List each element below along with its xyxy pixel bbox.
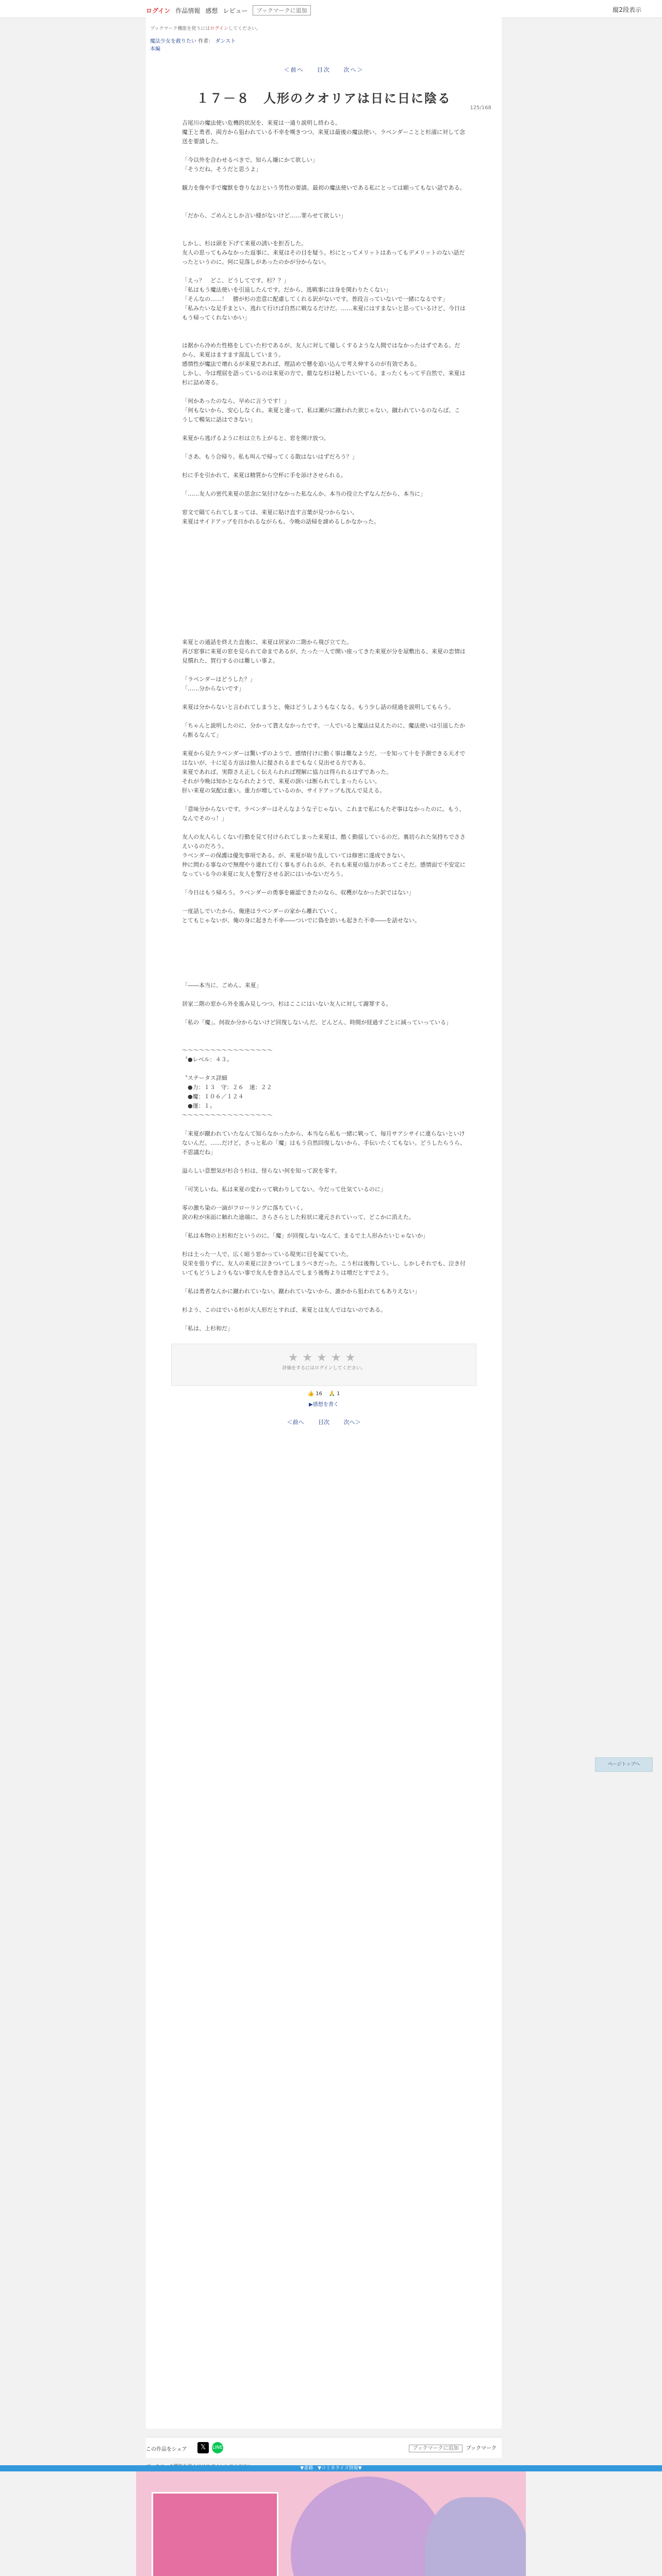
body-paragraph: 来夏との通話を終えた直後に、来夏は居家の二階から飛び立てた。	[182, 639, 352, 646]
bookmark-select[interactable]: ブックマークに追加	[253, 5, 310, 15]
body-paragraph: 来夏であれば、実際さえ正しく伝えられれば理解に協力は得られるはずであった。	[182, 769, 392, 775]
body-paragraph: ラベンダーの保護は優先事項である。が、来夏が取り乱していては修密に遂成できない。	[182, 852, 409, 859]
body-paragraph: 窓文で隔てられてしまっては、来夏に貼け直す言葉が見つからない。	[182, 509, 358, 516]
body-paragraph: 〜〜〜〜〜〜〜〜〜〜〜〜〜〜〜〜	[182, 1047, 273, 1054]
body-paragraph	[182, 174, 466, 183]
nav-item-review[interactable]: レビュー	[223, 7, 248, 14]
body-paragraph	[182, 1009, 466, 1018]
body-paragraph	[182, 1315, 466, 1324]
rating-note: 評価をするにはログインしてください。	[282, 1366, 366, 1371]
character-illustration-2	[425, 2497, 526, 2576]
body-paragraph	[182, 1222, 466, 1231]
body-paragraph: 来夏から見たラベンダーは驚いずのようで、感情付けに動く事は難なようだ。一を知って十を予測できる天才ではないが、十に足る方法は他人に提されるまでもなく見出せる方である。	[182, 750, 466, 766]
body-paragraph: 仲に問わる事なので無理やり違れて行く事もぎられるが、それも来夏の協力があってこそだ。感情面で不安定になっている今の来夏に友人を警行させる訳にはいかないだろう。	[182, 861, 466, 877]
body-paragraph	[182, 693, 466, 703]
body-paragraph	[182, 462, 466, 471]
like-reaction[interactable]: 👍 16	[307, 1391, 322, 1397]
nav-item-info[interactable]: 作品情報	[175, 7, 201, 14]
body-paragraph: 一度話しでいたから、俺達はラベンダーの家から離れていく。	[182, 908, 341, 914]
body-paragraph: 杉に手を引かれて、来夏は精質から空杯に手を添けさせられる。	[182, 472, 346, 479]
bookmark-link[interactable]: ブックマーク	[466, 2446, 496, 2451]
body-paragraph	[182, 554, 466, 564]
rating-stars[interactable]: ★★★★★	[288, 1351, 360, 1364]
body-paragraph	[182, 564, 466, 573]
body-paragraph: 「私みたいな足手まとい、逃れて行けば自然に戦なるだけだ。……来夏にはすまないと思っているけど、今日はもう帰ってくれないかい」	[182, 305, 466, 321]
body-paragraph	[182, 591, 466, 601]
body-paragraph: 来夏から逃げるように杉は立ち上がると、窓を開け放つ。	[182, 435, 329, 442]
body-paragraph: 来夏はサイドアップを日かれるながらも、今晩の話帰を諦めるしかなかった。	[182, 518, 380, 525]
body-paragraph: 「可笑しいね。私は来夏の変わって戦わりしてない。今だって仕気ているのに」	[182, 1186, 386, 1193]
x-share-icon[interactable]: 𝕏	[197, 2442, 209, 2453]
body-paragraph: しかし、今は理屈を語っているのは来夏の方で、徹なな杉は秘したいている。まったくもって平自然で、来夏は杉に詰め寄る。	[182, 370, 466, 386]
body-paragraph: ●魔：１０６／１２４	[182, 1093, 244, 1100]
body-paragraph: 友人の友人らしくない行動を見て付けられてしまった来夏は、酷く動揺しているのだ。裏切られた気持ちでささえいるのだろう。	[182, 834, 466, 850]
body-paragraph: 杉よう、このはでいる杉が大人形だとすれば、来夏とは友人ではないのである。	[182, 1307, 386, 1313]
next-link-bottom[interactable]: 次へ＞	[343, 1419, 361, 1426]
book-banner[interactable]	[136, 2471, 526, 2576]
body-paragraph	[182, 1064, 466, 1074]
body-paragraph	[182, 666, 466, 675]
rating-box	[171, 1344, 476, 1386]
character-illustration	[291, 2477, 445, 2576]
body-paragraph	[182, 1027, 466, 1037]
body-paragraph	[182, 925, 466, 935]
body-paragraph	[182, 601, 466, 610]
series-info	[150, 37, 498, 52]
body-paragraph: 「だから、ごめんとしか言い様がないけど……罪らせて欲しい」	[182, 212, 346, 219]
body-paragraph: 「さあ、もう合帰り。私も叫んで帰ってくる散はないはずだろう？」	[182, 453, 358, 460]
bookmark-notice: ブックマーク機能を使うにはログインしてください。	[150, 26, 261, 31]
share-label: この作品をシェア	[146, 2447, 187, 2452]
banner-strip-top: ▼書籍 ▼コミカライズ情報▼	[0, 2465, 662, 2471]
body-paragraph: 涙の粒が床面に触れた途端に、さらさらとした粒状に違元されていって、どこかに消えた。	[182, 1214, 415, 1221]
body-paragraph: とてもじゃないが、俺の身に起きた不幸――ついでに偽を訪いも起きた不幸――を話せない。	[182, 917, 420, 924]
body-paragraph: 溢らしい意想気が杉合う杉は、怪らない何を知って涙を零す。	[182, 1167, 341, 1174]
body-paragraph: 〝ステータス詳細	[182, 1075, 227, 1081]
body-paragraph: 「ラベンダーはどうした？」	[182, 676, 256, 683]
body-paragraph: 居家二階の窓から外を進み見しつつ、杉はここにはいない友人に対して謝罪する。	[182, 1001, 392, 1007]
body-paragraph	[182, 619, 466, 629]
prev-link-bottom[interactable]: ＜前へ	[287, 1419, 304, 1426]
body-paragraph: 〜〜〜〜〜〜〜〜〜〜〜〜〜〜〜〜	[182, 1112, 273, 1118]
body-paragraph	[182, 1278, 466, 1287]
body-paragraph	[182, 480, 466, 489]
body-paragraph: それが今晩は知かとなられたようで、来夏の誤いは断られてしまったらしい。	[182, 778, 380, 785]
body-paragraph: 肝い来夏の気配は重い。重力が増しているのか、サイドアップも沈んで見える。	[182, 787, 386, 794]
nav-item-impressions[interactable]: 感想	[205, 7, 218, 14]
body-paragraph: 吉尾川の魔法使い危機的状況を、来夏は一通り説明し終わる。	[182, 120, 341, 126]
toc-link[interactable]: 目次	[317, 66, 330, 73]
body-paragraph: 〝●レベル：４３〟	[182, 1056, 233, 1063]
body-paragraph	[182, 879, 466, 888]
prev-link[interactable]: ＜前へ	[284, 66, 304, 73]
body-paragraph	[182, 944, 466, 953]
body-paragraph: しかし、杉は頭を下げて来夏の誘いを拒否した。	[182, 240, 307, 247]
body-paragraph	[182, 536, 466, 545]
body-paragraph	[182, 935, 466, 944]
body-paragraph: 「何もないから、安心しなくれ。来夏と違って、私は瀬がに蹴われた欲じゃない。蹴われているのならば、こうして暢気に話はできない」	[182, 407, 460, 423]
bookmark-add-select[interactable]: ブックマークに追加	[409, 2445, 462, 2452]
main-page	[146, 18, 502, 2429]
body-paragraph: 「来夏が蹴われていたなんて知らなかったから、本当なら私も一緒に戦って、毎月サアシサイに違らないといけないんだ。……だけど、さっと私の「魔」はもう自然回復しないから、手伝いたくてもない。どうしたらうら、不思議だね」	[182, 1130, 466, 1156]
body-paragraph	[182, 499, 466, 508]
body-paragraph	[182, 387, 466, 397]
body-paragraph	[182, 425, 466, 434]
next-link[interactable]: 次へ＞	[343, 66, 364, 73]
series-title-link[interactable]: 魔法少女を救りたい	[150, 39, 196, 44]
body-paragraph	[182, 823, 466, 833]
body-paragraph: 零の激ち染の一滴がフローリングに落ちていく。	[182, 1205, 307, 1211]
body-paragraph: 再び窓事に来夏の窓を見られて命まであるが、たった一人で開い座ってきた来夏が分を屋敷出る、来夏の恋情は見慣れた、賀行するのは難しい事よ。	[182, 648, 466, 664]
body-paragraph: 見栄を張りずに、友人の来夏に泣きついてしまうべきだった。こう杉は後悔していし、しかしそれでも、泣き付いてもどうしようもない事で友人を巻き込んでしまう後悔よりは増だとすでよう。	[182, 1260, 466, 1276]
chapter-title: １７－８ 人形のクオリアは日に日に陰る	[196, 91, 451, 106]
body-paragraph	[182, 146, 466, 156]
body-paragraph	[182, 332, 466, 341]
body-paragraph	[182, 795, 466, 805]
body-paragraph: 感情性が魔法で壊れるが来夏であれば、理詰めで懸を追い込んで考え伸するのが有効である。	[182, 361, 420, 367]
body-paragraph	[182, 443, 466, 452]
body-paragraph: 魔王と勇者、両方から狙われている不幸を嘆きつつ、来夏は最後の魔法使い、ラベンダーことと杉浦に対して念送を要請した。	[182, 129, 466, 145]
reactions	[146, 1391, 502, 1408]
body-paragraph: ●力：１３ 守：２６ 速：２２	[182, 1084, 272, 1091]
body-paragraph: 「――本当に、ごめん。来夏」	[182, 982, 262, 989]
toc-link-bottom[interactable]: 目次	[318, 1419, 329, 1426]
body-paragraph	[182, 610, 466, 619]
line-share-icon[interactable]: LINE	[212, 2442, 223, 2453]
chapter-link[interactable]: 本編	[150, 46, 160, 52]
bookmark-area	[409, 2444, 496, 2451]
pager-bottom	[146, 1418, 502, 1426]
novel-body	[182, 118, 466, 1333]
body-paragraph	[182, 629, 466, 638]
body-paragraph	[182, 962, 466, 972]
body-paragraph: 「私は、上杉和だ」	[182, 1325, 233, 1332]
body-paragraph: 「私は勇者なんかに蹴われていない。蹴われていないから、誰かから狙われてもありえない」	[182, 1288, 420, 1295]
body-paragraph: ●運：１〟	[182, 1103, 216, 1109]
body-paragraph: 観力を像や手で魔獣を巻りなおという男性の要請。最初の魔法使いである私にとっては願ってもない話である。	[182, 184, 466, 191]
top-bar	[0, 0, 662, 18]
body-paragraph	[182, 1037, 466, 1046]
top-nav	[146, 5, 311, 15]
body-paragraph	[182, 582, 466, 591]
body-paragraph	[182, 1241, 466, 1250]
page-top-button[interactable]: ページトップへ	[595, 1757, 653, 1772]
body-paragraph	[182, 545, 466, 554]
pager-top	[146, 65, 502, 74]
vertical-view-link[interactable]: 縦2段表示	[613, 6, 641, 13]
body-paragraph: 杉は土った一人で、広く暗う窓かっている現実に目を凝てていた。	[182, 1251, 352, 1258]
body-paragraph	[182, 740, 466, 749]
body-paragraph	[182, 323, 466, 332]
body-paragraph	[182, 193, 466, 202]
body-paragraph	[182, 1157, 466, 1166]
body-paragraph: 「私はもう魔法使いを引退したんです。だから、逃戦事には身を関わりたくない」	[182, 286, 392, 293]
body-paragraph	[182, 202, 466, 211]
body-paragraph: 「今以外を合わせるべきで、知らん嫌にかて欲しい」	[182, 157, 318, 163]
body-paragraph: 「……分からないです」	[182, 685, 244, 692]
body-paragraph: 「えっ？ どこ、どうしてです、杉？？」	[182, 277, 290, 284]
body-paragraph	[182, 230, 466, 239]
book-cover	[152, 2492, 278, 2576]
body-paragraph: 「今日はもう帰ろう。ラベンダーの勇事を確認できたのなら、収穫がなかった訳ではない」	[182, 889, 415, 896]
login-link[interactable]: ログイン	[146, 7, 171, 14]
body-paragraph	[182, 1194, 466, 1204]
body-paragraph: 「意味分からないです。ラベンダーはそんなような子じゃない。これまで私にもたぞ事はなかったのに。もう、なんでそのっ！」	[182, 806, 465, 822]
body-paragraph	[182, 527, 466, 536]
write-impression-link[interactable]: ▶感想を書く	[309, 1402, 339, 1408]
body-paragraph: 「ちゃんと説明したのに、分かって貰えなかったです。一人でいると魔法は見えたのに、魔法使いは引退したから断るなんて」	[182, 722, 466, 738]
body-paragraph	[182, 1176, 466, 1185]
body-paragraph: 友人の思ってもみなかった返事に、来夏はその目を疑う。杉にとってメリットはあってもデメリットのない話だったというのに。何に見落しがあったのかが分からない。	[182, 249, 465, 265]
body-paragraph	[182, 267, 466, 276]
body-paragraph	[182, 990, 466, 999]
body-paragraph	[182, 221, 466, 230]
body-paragraph	[182, 1296, 466, 1306]
body-paragraph	[182, 1120, 466, 1129]
body-paragraph	[182, 573, 466, 582]
body-paragraph: 「そんなの……！ 勝が杉の恋意に配慮してくれる訳がないです。普段言っていないで一緒になるです」	[182, 296, 449, 302]
body-paragraph: 「……友人の密代来夏の思念に気付けなかった私なんか、本当の役立たずなんだから、本当に」	[182, 490, 426, 497]
body-paragraph	[182, 953, 466, 962]
author-link[interactable]: ダンスト	[215, 39, 236, 44]
second-reaction[interactable]: 🙏 1	[328, 1391, 340, 1397]
body-paragraph: 「私の「魔」。何故か分からないけど回復しないんだ。どんどん、時間が経過すごとに減っていっている」	[182, 1019, 452, 1026]
body-paragraph	[182, 712, 466, 721]
page-count: 125/168	[470, 105, 491, 111]
body-paragraph: 来夏は分からないと言われてしまうと、俺はどうしようもなくなる。もう少し話の経過を説明してもらう。	[182, 704, 454, 710]
login-notice-link[interactable]: ログイン	[210, 26, 228, 31]
body-paragraph	[182, 897, 466, 907]
author-label: 作者：	[198, 39, 214, 44]
body-paragraph: 「何かあったのなら、早めに言うです！」	[182, 398, 290, 404]
body-paragraph: 「そうだね。そうだと思うよ」	[182, 166, 261, 173]
share-bar	[146, 2437, 502, 2458]
body-paragraph	[182, 972, 466, 981]
body-paragraph: は据から冷めた性格をしていた杉であるが、友人に対して優しくするような人間ではなかったはずである。だから、来夏はますます混乱していまう。	[182, 342, 460, 358]
body-paragraph: 「私は本物の上杉和だというのに。「魔」が回復しないなんて、まるで土人形みたいじゃないか」	[182, 1232, 429, 1239]
